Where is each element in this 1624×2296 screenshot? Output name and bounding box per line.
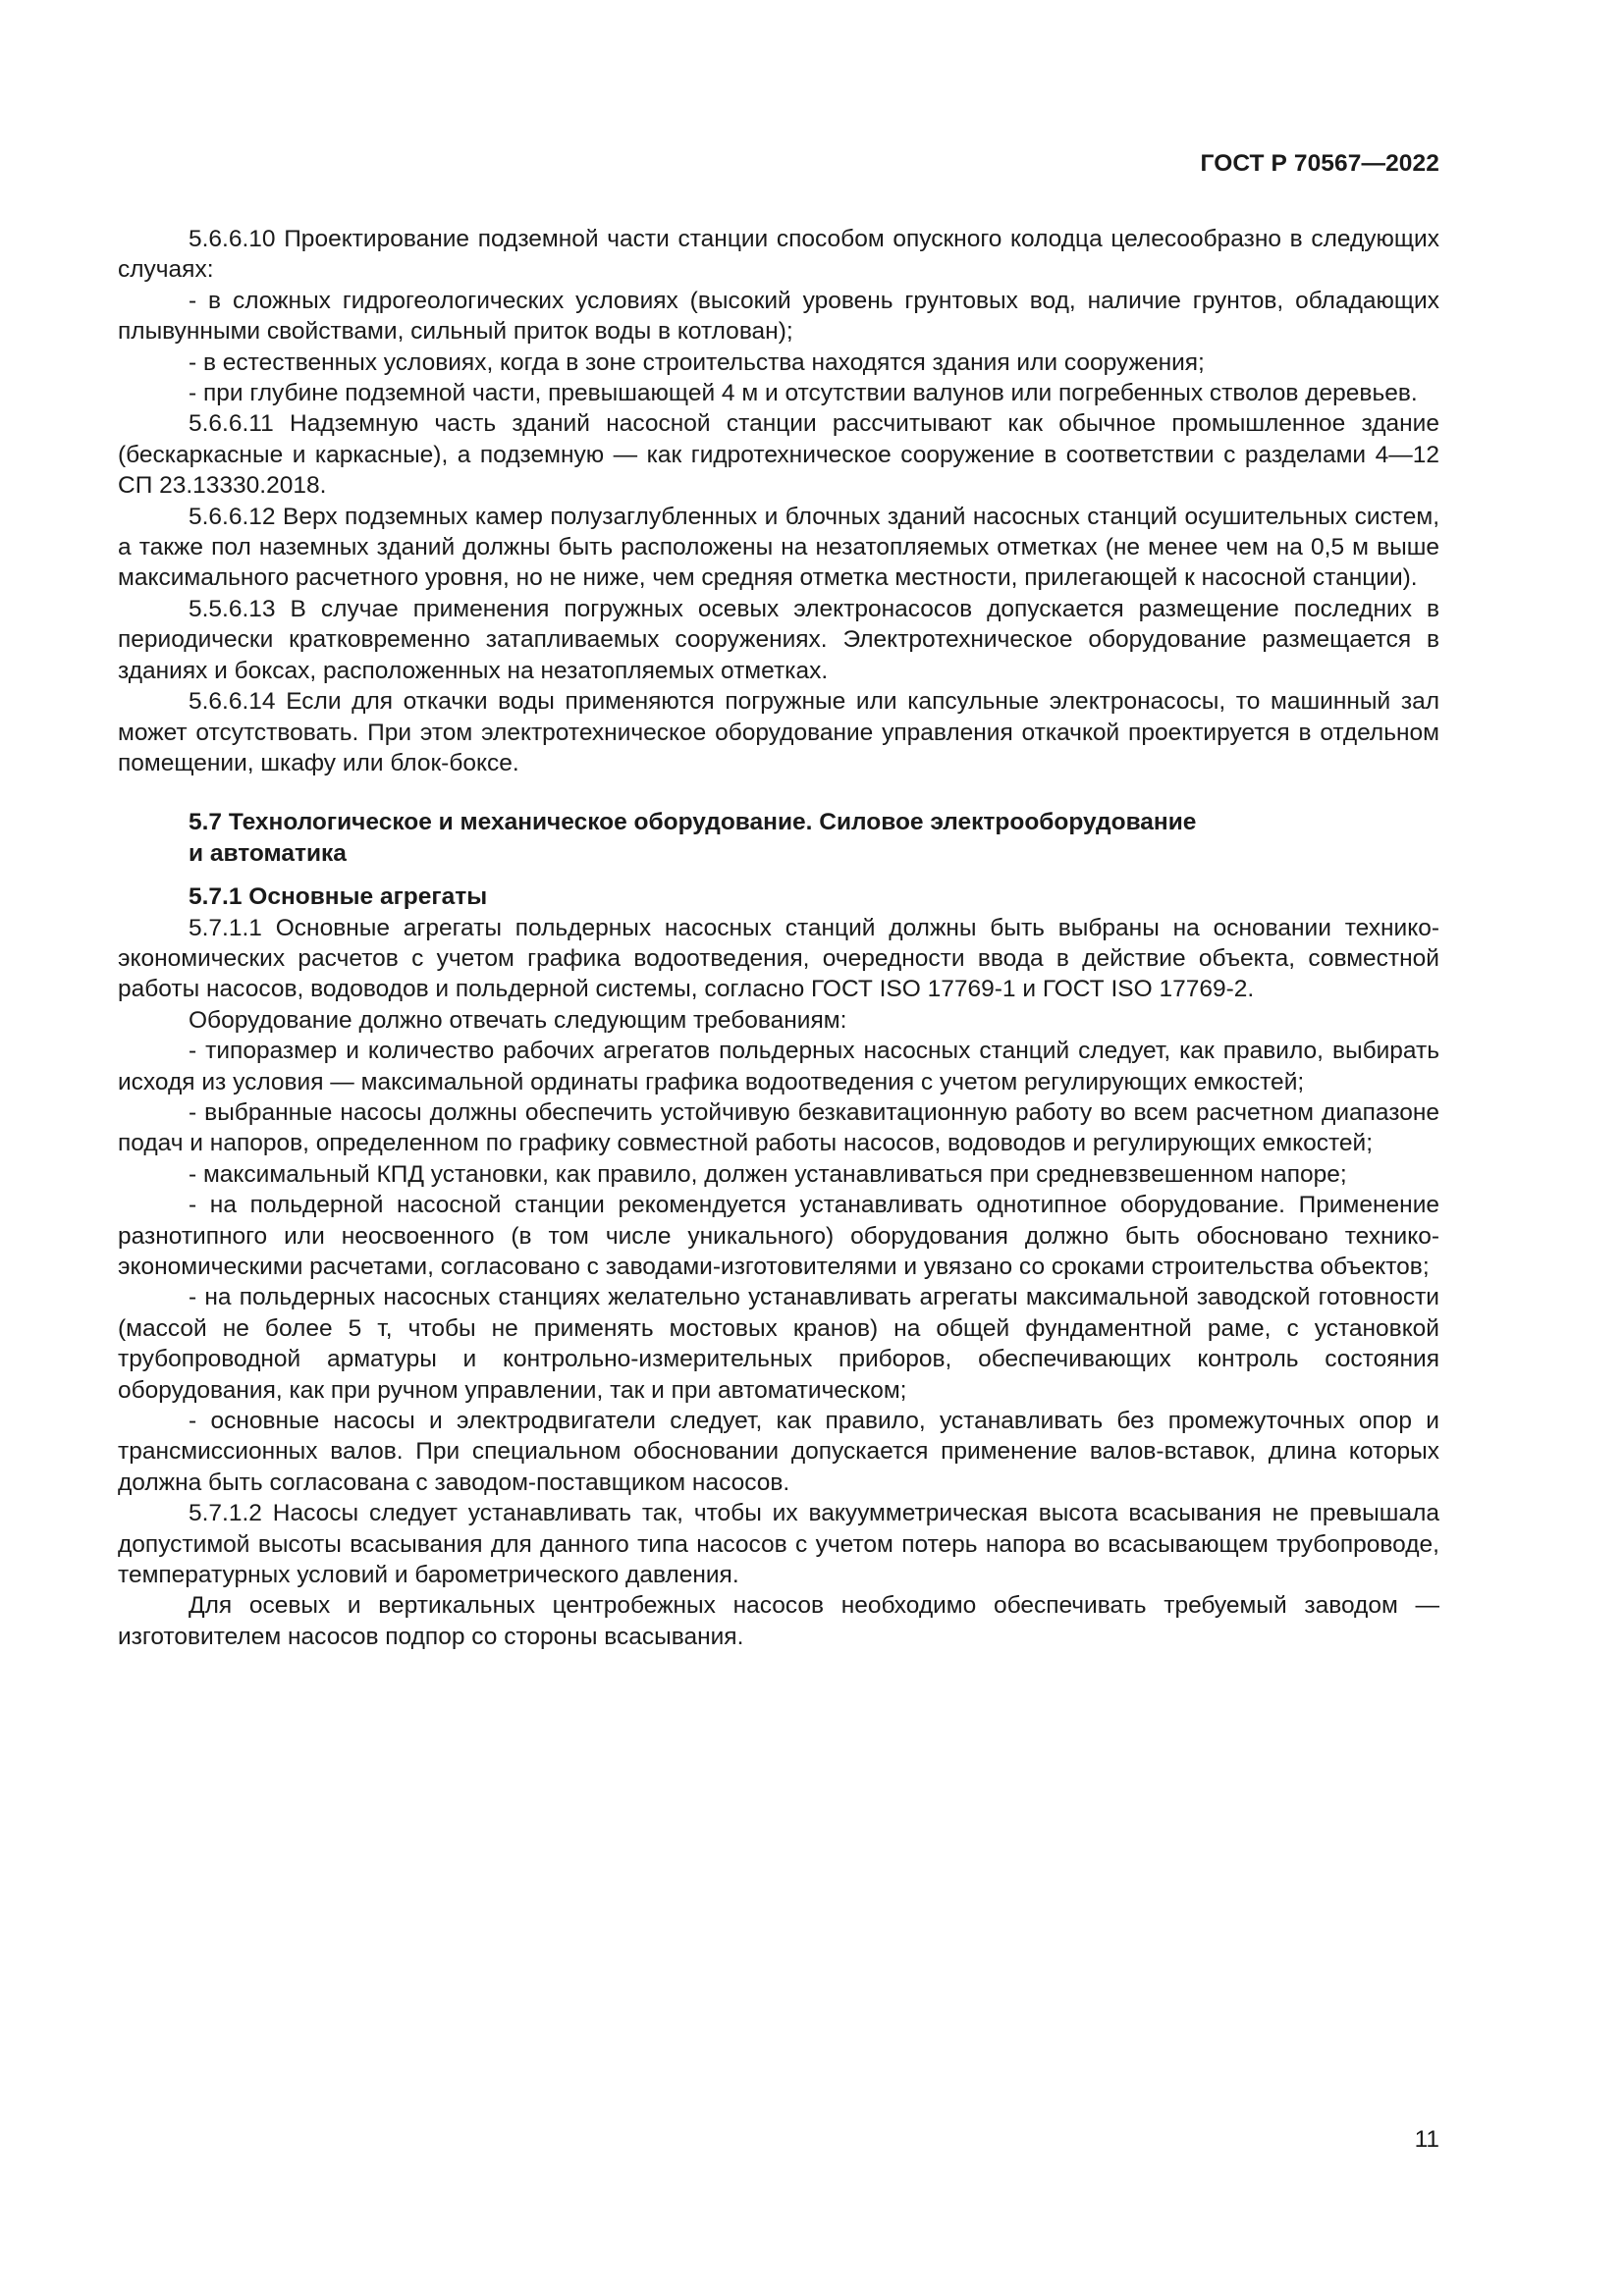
paragraph: 5.6.6.12 Верх подземных камер полузаглубленных и блочных зданий насосных станций осушительных систем, а также пол наземных зданий должны быть расположены на незатопляемых отметках (не менее чем на 0,5 м выше максимального расчетного уровня, но не ниже, чем средняя отметка местности, прилегающей к насосной станции).	[118, 503, 1439, 592]
paragraph: - в естественных условиях, когда в зоне строительства находятся здания или сооружения;	[189, 348, 1205, 376]
paragraph: - на польдерной насосной станции рекомендуется устанавливать однотипное оборудование. Применение разнотипного или неосвоенного (в том числе уникального) оборудования должно быть обосновано технико-экономическими расчетами, согласовано с заводами-изготовителями и увязано со сроками строительства объектов;	[118, 1192, 1439, 1280]
paragraph: - типоразмер и количество рабочих агрегатов польдерных насосных станций следует, как правило, выбирать исходя из условия — максимальной ординаты графика водоотведения с учетом регулирующих емкостей;	[118, 1038, 1439, 1095]
paragraph: - при глубине подземной части, превышающей 4 м и отсутствии валунов или погребенных стволов деревьев.	[189, 380, 1418, 407]
section-heading	[118, 807, 1439, 869]
paragraph: 5.6.6.14 Если для откачки воды применяются погружные или капсульные электронасосы, то машинный зал может отсутствовать. При этом электротехническое оборудование управления откачкой проектируется в отдельном помещении, шкафу или блок-боксе.	[118, 688, 1439, 776]
paragraph: 5.7.1.2 Насосы следует устанавливать так, чтобы их вакуумметрическая высота всасывания не превышала допустимой высоты всасывания для данного типа насосов с учетом потерь напора во всасывающем трубопроводе, температурных условий и барометрического давления.	[118, 1500, 1439, 1589]
page-number: 11	[1414, 2126, 1439, 2153]
paragraph: 5.6.6.10 Проектирование подземной части станции способом опускного колодца целесообразно в следующих случаях:	[118, 226, 1439, 284]
subsection-heading: 5.7.1 Основные агрегаты	[189, 883, 488, 911]
paragraph: Для осевых и вертикальных центробежных насосов необходимо обеспечивать требуемый заводом — изготовителем насосов подпор со стороны всасывания.	[118, 1592, 1439, 1650]
paragraph: - в сложных гидрогеологических условиях (высокий уровень грунтовых вод, наличие грунтов, обладающих плывунными свойствами, сильный приток воды в котлован);	[118, 287, 1439, 346]
paragraph: - на польдерных насосных станциях желательно устанавливать агрегаты максимальной заводской готовности (массой не более 5 т, чтобы не применять мостовых кранов) на общей фундаментной раме, с установкой трубопроводной арматуры и контрольно-измерительных приборов, обеспечивающих контроль состояния оборудования, как при ручном управлении, так и при автоматическом;	[118, 1284, 1439, 1404]
paragraph: - максимальный КПД установки, как правило, должен устанавливаться при средневзвешенном напоре;	[189, 1160, 1347, 1188]
section-heading-line: 5.7 Технологическое и механическое оборудование. Силовое электрооборудование	[189, 809, 1197, 836]
section-heading-line: и автоматика	[189, 839, 347, 867]
paragraph: - основные насосы и электродвигатели следует, как правило, устанавливать без промежуточных опор и трансмиссионных валов. При специальном обосновании допускается применение валов-вставок, длина которых должна быть согласована с заводом-поставщиком насосов.	[118, 1408, 1439, 1496]
standard-header: ГОСТ Р 70567—2022	[1200, 150, 1439, 177]
paragraph: 5.6.6.11 Надземную часть зданий насосной станции рассчитывают как обычное промышленное здание (бескаркасные и каркасные), а подземную — как гидротехническое сооружение в соответствии с разделами 4—12 СП 23.13330.2018.	[118, 410, 1439, 500]
paragraph: - выбранные насосы должны обеспечить устойчивую безкавитационную работу во всем расчетном диапазоне подач и напоров, определенном по графику совместной работы насосов, водоводов и регулирующих емкостей;	[118, 1098, 1439, 1157]
paragraph: 5.5.6.13 В случае применения погружных осевых электронасосов допускается размещение последних в периодически кратковременно затапливаемых сооружениях. Электротехническое оборудование размещается в зданиях и боксах, расположенных на незатопляемых отметках.	[118, 595, 1439, 684]
document-body	[118, 224, 1439, 1652]
paragraph: Оборудование должно отвечать следующим требованиям:	[189, 1006, 847, 1034]
paragraph: 5.7.1.1 Основные агрегаты польдерных насосных станций должны быть выбраны на основании технико-экономических расчетов с учетом графика водоотведения, очередности ввода в действие объекта, совместной работы насосов, водоводов и польдерной системы, согласно ГОСТ ISO 17769-1 и ГОСТ ISO 17769-2.	[118, 914, 1439, 1003]
